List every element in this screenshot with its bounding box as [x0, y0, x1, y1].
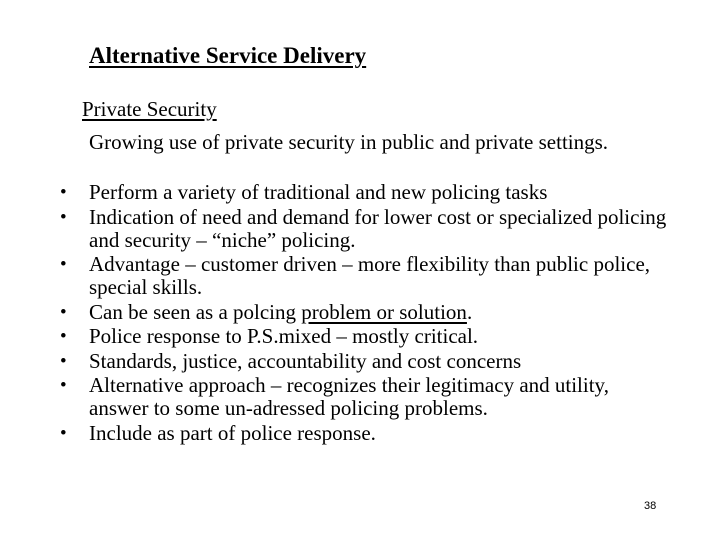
- bullet-icon: •: [60, 326, 67, 347]
- bullet-text: Alternative approach – recognizes their legitimacy and utility, answer to some un-adressed policing problems.: [89, 373, 609, 420]
- bullet-text: Standards, justice, accountability and cost concerns: [89, 348, 522, 373]
- bullet-text: Advantage – customer driven – more flexibility than public police, special skills.: [89, 252, 651, 299]
- list-item: [60, 206, 670, 252]
- bullet-icon: •: [60, 254, 67, 275]
- bullet-icon: •: [60, 422, 67, 444]
- bullet-icon: •: [60, 375, 67, 396]
- bullet-text: Include as part of police response.: [89, 420, 376, 445]
- underlined-phrase: problem or solution: [301, 299, 467, 324]
- bullet-icon: •: [60, 206, 67, 228]
- section-heading: Private Security: [82, 97, 217, 121]
- list-item: [60, 422, 670, 445]
- bullet-icon: •: [60, 350, 67, 372]
- bullet-text: [89, 300, 472, 324]
- list-item: [60, 350, 670, 373]
- slide-title: Alternative Service Delivery: [89, 43, 367, 68]
- bullet-text: Perform a variety of traditional and new policing tasks: [89, 180, 548, 204]
- list-item: [60, 181, 670, 204]
- bullet-icon: •: [60, 301, 67, 323]
- list-item: [60, 301, 670, 324]
- list-item: [60, 325, 670, 348]
- bullet-text-end: .: [466, 299, 473, 324]
- page-number: 38: [644, 500, 657, 512]
- bullet-text: Indication of need and demand for lower cost or specialized policing and security – “niche” policing.: [89, 204, 667, 252]
- list-item: [60, 374, 670, 420]
- bullet-icon: •: [60, 182, 67, 203]
- bullet-list: [60, 181, 670, 446]
- list-item: [60, 253, 670, 299]
- bullet-text-start: Can be seen as a polcing: [89, 299, 302, 324]
- intro-text: Growing use of private security in public and private settings.: [89, 130, 609, 154]
- bullet-text: Police response to P.S.mixed – mostly critical.: [89, 324, 479, 348]
